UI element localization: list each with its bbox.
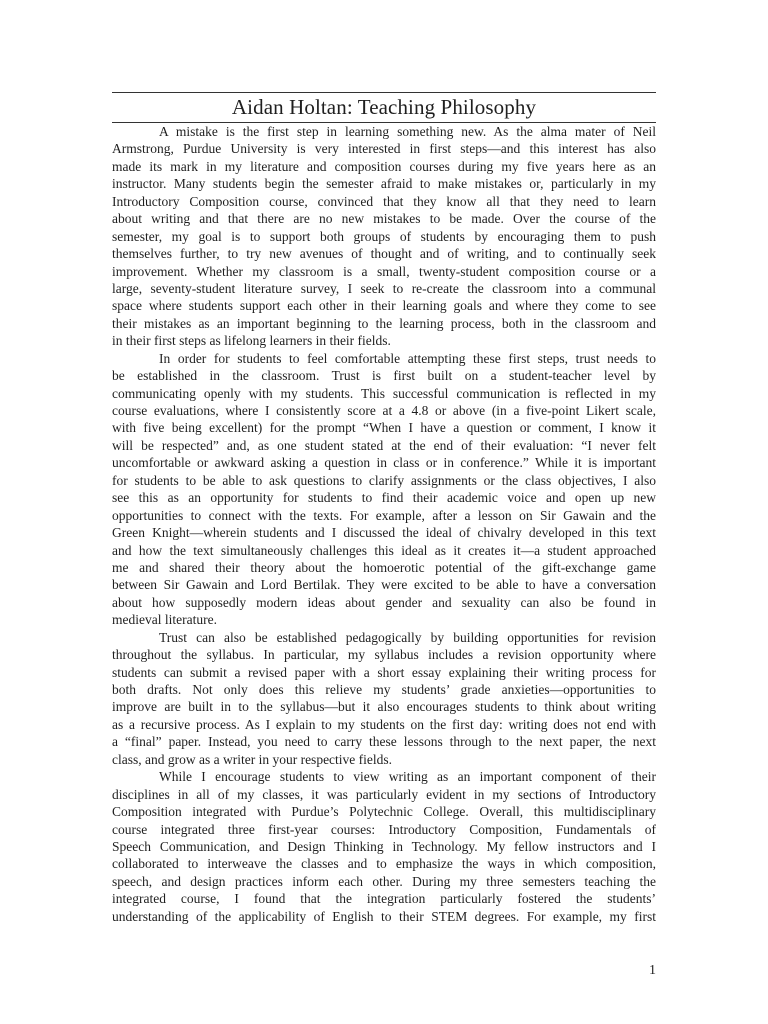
text-line: speech, and design practices inform each other. During my three semesters teaching the (112, 873, 656, 889)
text-line: Trust can also be established pedagogically by building opportunities for revision (159, 629, 656, 645)
text-line: understanding of the applicability of English to their STEM degrees. For example, my first (112, 908, 656, 924)
text-line: a “final” paper. Instead, you need to carry these lessons through to the next paper, the next (112, 734, 656, 750)
text-line: students can submit a revised paper with a short essay explaining their writing process for (112, 664, 656, 680)
text-line: for students to be able to ask questions to clarify assignments or the class objectives, I also (112, 472, 656, 488)
text-line: course evaluations, where I consistently score at a 4.8 or above (in a five-point Likert scale, (112, 403, 656, 418)
text-line: Speech Communication, and Design Thinking in Technology. My fellow instructors and I (112, 838, 656, 854)
text-line: course integrated three first-year courses: Introductory Composition, Fundamentals of (112, 821, 656, 837)
text-line: large, seventy-student literature survey, I seek to re-create the classroom into a communal (112, 280, 656, 296)
text-line: uncomfortable or awkward asking a question in class or in conference.” While it is important (112, 455, 656, 471)
page-title: Aidan Holtan: Teaching Philosophy (231, 95, 537, 119)
text-line: space where students support each other in their learning goals and where they come to see (112, 298, 656, 314)
text-line: and how the text simultaneously challenges this ideal as it creates it—a student approached (112, 542, 656, 558)
text-line: Armstrong, Purdue University is very interested in first steps—and this interest has also (112, 141, 656, 157)
text-line: made its mark in my literature and composition courses during my five years here as an (112, 158, 656, 174)
text-line: about writing and that there are no new mistakes to be made. Over the course of the (112, 211, 656, 227)
text-line: both drafts. Not only does this relieve my students’ grade anxieties—opportunities to (112, 682, 656, 697)
text-line: between Sir Gawain and Lord Bertilak. They were excited to be able to have a conversation (112, 577, 656, 593)
text-line: semester, my goal is to support both groups of students by encouraging them to push (112, 228, 656, 244)
text-line: be established in the classroom. Trust is first built on a student-teacher level by (112, 368, 656, 384)
text-line: Introductory Composition course, convinced that they know all that they need to learn (112, 193, 656, 209)
text-line: in their first steps as lifelong learners in their fields. (112, 333, 391, 349)
text-line: While I encourage students to view writing as an important component of their (159, 769, 656, 785)
text-line: about how supposedly modern ideas about gender and sexuality can also be found in (112, 594, 656, 610)
text-line: with five being excellent) for the prompt “When I have a question or comment, I know it (112, 420, 656, 436)
text-line: will be respected” and, as one student stated at the end of their evaluation: “I never felt (112, 437, 656, 453)
text-line: improvement. Whether my classroom is a small, twenty-student composition course or a (112, 263, 656, 279)
text-line: their mistakes as an important beginning to the learning process, both in the classroom and (112, 315, 656, 331)
body-text (112, 123, 656, 925)
text-line: throughout the syllabus. In particular, my syllabus includes a revision opportunity where (112, 647, 656, 663)
text-line: A mistake is the first step in learning something new. As the alma mater of Neil (159, 124, 656, 139)
text-line: disciplines in all of my classes, it was particularly evident in my sections of Introductory (112, 786, 656, 802)
text-line: instructor. Many students begin the semester afraid to make mistakes or, particularly in my (112, 176, 656, 192)
text-line: me and shared their theory about the homoerotic potential of the gift-exchange game (112, 559, 656, 575)
text-line: class, and grow as a writer in your respective fields. (112, 751, 393, 767)
text-line: communicating openly with my students. This successful communication is reflected in my (112, 385, 656, 401)
text-line: medieval literature. (112, 612, 217, 628)
text-line: In order for students to feel comfortable attempting these first steps, trust needs to (159, 350, 656, 366)
text-line: improve are built in to the syllabus—but it also encourages students to think about writing (112, 699, 656, 715)
page-number: 1 (649, 963, 656, 978)
text-line: opportunities to connect with the texts. For example, after a lesson on Sir Gawain and the (112, 507, 656, 523)
text-line: themselves further, to try new avenues of thought and of writing, and to continually seek (112, 246, 656, 262)
text-line: integrated course, I found that the integration particularly fostered the students’ (112, 891, 656, 907)
text-line: collaborated to interweave the classes and to emphasize the ways in which composition, (112, 856, 656, 872)
text-line: see this as an opportunity for students to find their academic voice and open up new (112, 490, 656, 506)
text-line: Green Knight—wherein students and I discussed the ideal of chivalry developed in this text (112, 525, 656, 541)
text-line: Composition integrated with Purdue’s Polytechnic College. Overall, this multidisciplinary (112, 804, 656, 820)
text-line: as a recursive process. As I explain to my students on the first day: writing does not end with (112, 716, 656, 732)
